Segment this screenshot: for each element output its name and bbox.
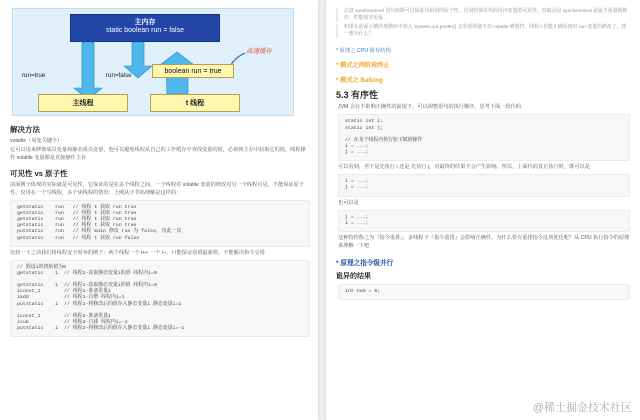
visibility-paragraph: 前面例子体现的实际就是可见性，它保证的是在多个线程之间，一个线程对 volatile 变量的修改对另一个线程可见，不能保证原子性，仅用在一个写线程，多个读线程的情况：上例从字节码理解是这样的：	[10, 182, 304, 196]
left-document-page	[0, 0, 318, 420]
code-block-e: int num = 0;	[338, 284, 630, 300]
ordering-heading: 5.3 有序性	[336, 90, 379, 100]
two-phase-termination-link[interactable]: * 模式之两阶段终止	[336, 62, 390, 69]
balking-link[interactable]: * 模式之 Balking	[336, 77, 383, 84]
memory-model-diagram	[12, 8, 302, 118]
left-run-value: run=true	[22, 72, 46, 79]
solution-heading: 解决方法	[10, 125, 40, 134]
instruction-parallel-link[interactable]: * 原理之指令级并行	[336, 259, 394, 267]
alt-order-paragraph: 也可以是	[338, 199, 359, 206]
bytecode-block-1: getstatic run // 线程 t 获取 run true getstatic run // 线程 t 获取 run true getstatic run // 线程 t 获取 run true getstatic run // 线程 t 获取 run true putstatic run // 线程 main 修改 run 为 false, 仅此一次 getstatic run // 线程 t 获取 run false	[10, 200, 310, 247]
right-document-page	[326, 0, 640, 420]
reorder-paragraph: 这种特性称之为『指令重排』，多线程下『指令重排』会影响正确性。为什么要有重排指令这项优化呢？从 CPU 执行指令的原理来理解一下吧	[338, 235, 630, 249]
compare-paragraph: 比较一下之前我们将线程安全时举的例子：两个线程一个 i++ 一个 i--，只能保证看到最新值，不能解决指令交错	[10, 249, 265, 256]
cache-note: 高速缓存	[246, 48, 272, 55]
t-thread-box: t 线程	[150, 94, 240, 112]
order-paragraph: 可以看到，至于是先执行 i 还是 先执行 j，对最终的结果不会产生影响。所以，上面代码真正执行时，既可以是	[338, 163, 590, 170]
bytecode-block-2: // 假设i的初始值为0 getstatic i // 线程2-获取静态变量i的值 线程内i=0 getstatic i // 线程1-获取静态变量i的值 线程内i=0 iconst_1 // 线程1-准备常量1 iadd // 线程1-自增 线程内i=1 putstatic i // 线程1-将修改后的值存入静态变量i 静态变量i=1 iconst_1 // 线程2-准备常量1 isub // 线程2-自减 线程内i=-1 putstatic i // 线程2-将修改后的值存入静态变量i 静态变量i=-1	[10, 260, 310, 337]
jvm-paragraph: JVM 会在不影响正确性的前提下，可以调整语句的执行顺序，思考下面一段代码	[338, 104, 522, 110]
main-thread-box: 主线程	[38, 94, 128, 112]
visibility-heading: 可见性 vs 原子性	[10, 169, 68, 179]
main-memory-var: static boolean run = false	[105, 27, 185, 35]
t-cache-box: boolean run = true	[152, 64, 234, 78]
println-note: 如果在前面示例的死循环中加入 System.out.println() 会发现即使不加 volatile 修饰符，线程 t 也能正确看到对 run 变量的修改了，想一想为什么？	[336, 24, 630, 38]
code-block-c: j = ...; i = ...;	[338, 210, 630, 232]
volatile-line: volatile（易变关键字）	[10, 138, 63, 144]
main-memory-label: 主内存	[134, 19, 156, 26]
code-block-a: static int i; static int j; // 在某个线程内执行如下赋值操作 i = ...; j = ...;	[338, 114, 630, 161]
solution-paragraph: 它可以用来修饰成员变量和静态成员变量，他可以避免线程从自己的工作缓存中查找变量的值，必须到主存中获取它的值，线程操作 volatile 变量都是直接操作主存	[10, 147, 306, 161]
cpu-cache-link[interactable]: * 原理之 CPU 缓存结构	[336, 48, 391, 54]
weird-result-heading: 诡异的结果	[336, 272, 371, 280]
right-run-value: run=false	[106, 72, 132, 79]
code-block-b: i = ...; j = ...;	[338, 174, 630, 196]
watermark: @稀土掘金技术社区	[532, 402, 632, 414]
synchronized-note: 注意 synchronized 语句块既可以保证代码块的原子性，也同时保证代码块内变量的可见性。但缺点是 synchronized 是属于重量级操作，性能相对更低	[336, 8, 630, 22]
